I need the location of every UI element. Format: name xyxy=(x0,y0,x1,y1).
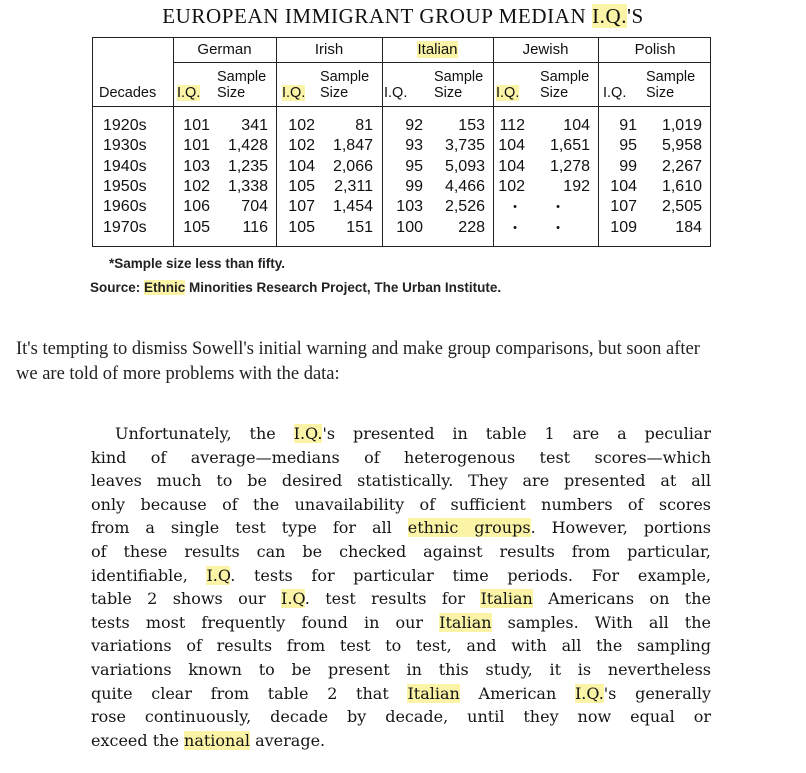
iq-col-header: I.Q. xyxy=(177,85,201,101)
iq-cell: 112 xyxy=(499,117,525,134)
sample-col-header: Sample xyxy=(217,69,267,85)
table-rule xyxy=(173,62,710,63)
iq-cell: 105 xyxy=(183,218,210,236)
decade-label: 1920s xyxy=(103,117,147,134)
highlight: I.Q xyxy=(206,565,231,585)
decade-label: 1950s xyxy=(103,177,147,195)
highlight: I.Q. xyxy=(293,424,323,443)
sample-size-cell: 2,505 xyxy=(661,198,702,216)
quote-line: rose continuously, decade by decade, until they now equal or xyxy=(91,707,711,727)
iq-cell: 92 xyxy=(405,117,423,134)
iq-cell: 99 xyxy=(619,157,637,175)
quote-line: variations of results from test to test, and with all the sampling xyxy=(91,636,711,656)
quote-line: of these results can be checked against results from particular, xyxy=(91,541,711,561)
highlight: I.Q. xyxy=(574,683,604,703)
size-col-header: Size xyxy=(320,85,349,101)
decade-label: 1930s xyxy=(103,137,147,155)
table-footnote: *Sample size less than fifty. xyxy=(109,256,286,271)
sample-size-cell: 3,735 xyxy=(444,137,485,155)
iq-cell: 103 xyxy=(396,198,423,216)
sample-size-cell: 2,526 xyxy=(444,198,485,216)
table-title-highlight: I.Q. xyxy=(592,4,628,28)
highlight: I.Q xyxy=(281,589,305,609)
iq-cell: 107 xyxy=(288,198,315,216)
sample-size-cell: • xyxy=(556,201,560,214)
sample-size-cell: 228 xyxy=(458,218,485,236)
sample-size-cell: • xyxy=(556,221,560,234)
iq-cell: 95 xyxy=(405,157,423,175)
sample-size-cell: 704 xyxy=(241,198,268,216)
iq-cell: 100 xyxy=(396,218,423,236)
size-col-header: Size xyxy=(540,85,569,101)
iq-table xyxy=(92,37,711,247)
sample-size-cell: 104 xyxy=(563,117,590,134)
iq-cell: • xyxy=(513,201,517,214)
quote-line: from a single test type for all ethnic groups. However, portions xyxy=(91,518,712,538)
highlight: Italian xyxy=(480,589,533,609)
group-header-italian: Italian xyxy=(417,41,458,58)
quote-line: table 2 shows our I.Q. test results for Italian Americans on the xyxy=(91,589,712,609)
iq-cell: 105 xyxy=(288,218,315,236)
quote-line: only because of the unavailability of sufficient numbers of scores xyxy=(91,494,711,514)
iq-cell: 102 xyxy=(183,177,210,195)
group-header-jewish: Jewish xyxy=(522,41,569,58)
sample-size-cell: 4,466 xyxy=(444,177,485,195)
group-header-german: German xyxy=(197,41,252,58)
iq-col-header: I.Q. xyxy=(384,85,408,101)
size-col-header: Size xyxy=(217,85,246,101)
group-header-polish: Polish xyxy=(634,41,676,58)
size-col-header: Size xyxy=(434,85,463,101)
sample-size-cell: 2,311 xyxy=(334,177,373,195)
iq-cell: 104 xyxy=(498,137,525,155)
sample-col-header: Sample xyxy=(320,69,370,85)
decade-label: 1940s xyxy=(103,157,147,175)
iq-cell: 104 xyxy=(288,157,315,175)
iq-cell: 106 xyxy=(183,198,210,216)
sample-size-cell: 192 xyxy=(563,177,590,195)
sample-size-cell: 2,267 xyxy=(661,157,702,175)
sample-col-header: Sample xyxy=(540,69,590,85)
highlight: Italian xyxy=(407,683,460,703)
sample-size-cell: 5,958 xyxy=(661,137,702,155)
iq-cell: • xyxy=(513,221,517,234)
iq-cell: 105 xyxy=(288,177,315,195)
sample-size-cell: 1,428 xyxy=(227,137,268,155)
iq-cell: 101 xyxy=(183,137,210,155)
sample-size-cell: 341 xyxy=(241,117,268,134)
size-col-header: Size xyxy=(646,85,675,101)
source-text: Minorities Research Project, The Urban Institute. xyxy=(185,280,502,295)
sample-size-cell: 151 xyxy=(346,218,373,236)
iq-cell: 95 xyxy=(619,137,637,155)
quote-line: variations known to be present in this study, it is nevertheless xyxy=(91,659,711,679)
iq-cell: 93 xyxy=(405,137,423,155)
source-label: Source: xyxy=(90,280,145,295)
group-header-irish: Irish xyxy=(314,41,344,58)
sample-col-header: Sample xyxy=(434,69,484,85)
intro-line: we are told of more problems with the data: xyxy=(16,364,340,384)
sample-col-header: Sample xyxy=(646,69,696,85)
intro-paragraph xyxy=(16,337,796,387)
quote-line: quite clear from table 2 that Italian American I.Q.'s generally xyxy=(91,683,712,703)
quote-line: Unfortunately, the I.Q.'s presented in table 1 are a peculiar xyxy=(115,424,711,443)
source-highlight: Ethnic xyxy=(144,280,186,295)
intro-line: It's tempting to dismiss Sowell's initial warning and make group comparisons, but soon after xyxy=(16,339,700,359)
sample-size-cell: 184 xyxy=(675,218,702,236)
table-source xyxy=(90,280,501,295)
iq-cell: 104 xyxy=(498,157,525,175)
table-title-text: EUROPEAN IMMIGRANT GROUP MEDIAN xyxy=(162,4,593,28)
sample-size-cell: 1,847 xyxy=(332,137,373,155)
iq-col-header: I.Q. xyxy=(603,85,627,101)
decade-label: 1970s xyxy=(103,218,147,236)
iq-col-header: I.Q. xyxy=(496,85,520,101)
quote-line: kind of average—medians of heterogenous test scores—which xyxy=(91,447,711,467)
decade-label: 1960s xyxy=(103,198,147,216)
highlight: ethnic groups xyxy=(407,518,531,538)
sample-size-cell: 1,610 xyxy=(661,177,702,195)
table-title xyxy=(0,4,806,29)
iq-col-header: I.Q. xyxy=(282,85,306,101)
sample-size-cell: 2,066 xyxy=(332,157,373,175)
iq-cell: 107 xyxy=(610,198,637,216)
quote-line: identifiable, I.Q. tests for particular time periods. For example, xyxy=(91,565,711,585)
sample-size-cell: 1,019 xyxy=(661,117,702,134)
sample-size-cell: 116 xyxy=(242,218,268,236)
iq-cell: 103 xyxy=(183,157,210,175)
highlight: Italian xyxy=(439,612,492,632)
iq-cell: 102 xyxy=(498,177,525,195)
iq-cell: 109 xyxy=(610,218,637,236)
sample-size-cell: 81 xyxy=(355,117,373,134)
sample-size-cell: 1,338 xyxy=(227,177,268,195)
iq-cell: 101 xyxy=(183,117,210,134)
decades-header: Decades xyxy=(99,85,157,101)
quote-line: exceed the national average. xyxy=(91,730,326,750)
iq-cell: 99 xyxy=(405,177,423,195)
table-rule xyxy=(93,106,710,107)
sample-size-cell: 1,651 xyxy=(549,137,590,155)
sample-size-cell: 5,093 xyxy=(444,157,485,175)
quote-line: leaves much to be desired statistically. They are presented at all xyxy=(91,471,711,491)
blockquote xyxy=(91,422,711,752)
sample-size-cell: 153 xyxy=(458,117,485,134)
iq-cell: 102 xyxy=(288,117,315,134)
highlight: national xyxy=(184,730,250,750)
sample-size-cell: 1,235 xyxy=(227,157,268,175)
quote-line: tests most frequently found in our Italian samples. With all the xyxy=(91,612,711,632)
iq-cell: 102 xyxy=(288,137,315,155)
table-title-suffix: 'S xyxy=(627,4,644,28)
iq-cell: 104 xyxy=(610,177,637,195)
sample-size-cell: 1,278 xyxy=(549,157,590,175)
sample-size-cell: 1,454 xyxy=(332,198,373,216)
iq-cell: 91 xyxy=(619,117,637,134)
